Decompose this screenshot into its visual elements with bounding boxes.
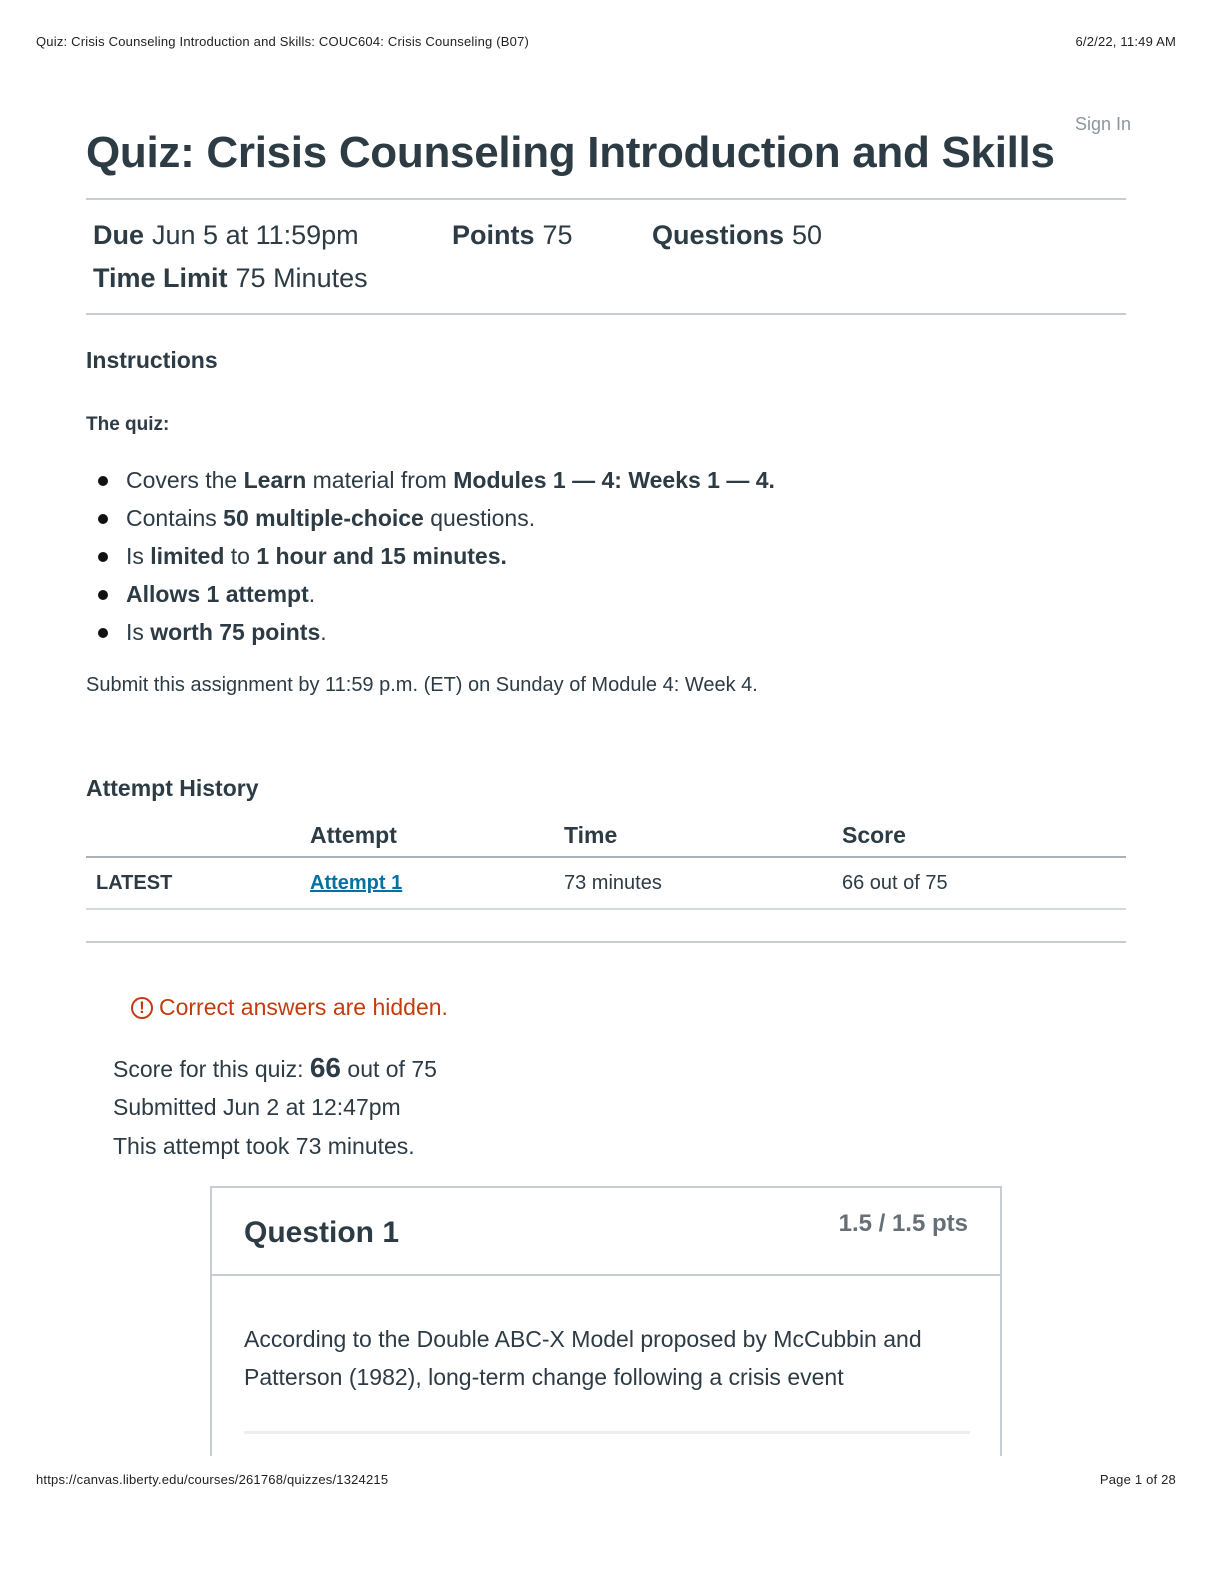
score-prefix: Score for this quiz: <box>113 1056 310 1082</box>
attempt-duration: This attempt took 73 minutes. <box>113 1133 415 1159</box>
quiz-score <box>113 1052 437 1084</box>
due-value: Jun 5 at 11:59pm <box>152 220 359 250</box>
score-value: 66 <box>309 1052 342 1083</box>
table-header-row <box>86 814 1126 857</box>
instructions-heading: Instructions <box>86 347 218 373</box>
question-points: 1.5 / 1.5 pts <box>838 1210 968 1237</box>
instruction-item: Contains 50 multiple-choice questions. <box>86 500 775 538</box>
column-header-label <box>86 814 310 857</box>
attempt-time: 73 minutes <box>564 857 842 909</box>
question-card <box>210 1186 1002 1456</box>
print-footer-page: Page 1 of 28 <box>1099 1472 1176 1487</box>
attempt-score: 66 out of 75 <box>842 857 1126 909</box>
time-limit-label: Time Limit <box>93 263 228 293</box>
answers-hidden-notice <box>131 994 448 1021</box>
question-text: According to the Double ABC-X Model proposed by McCubbin and Patterson (1982), long-term change following a crisis event <box>244 1326 922 1390</box>
column-header-attempt: Attempt <box>310 814 564 857</box>
column-header-score: Score <box>842 814 1126 857</box>
question-header <box>212 1188 1000 1276</box>
instructions-intro: The quiz: <box>86 414 170 435</box>
answers-hidden-text: Correct answers are hidden. <box>159 994 448 1020</box>
attempt-history-table <box>86 814 1126 910</box>
print-header-title: Quiz: Crisis Counseling Introduction and Skills: COUC604: Crisis Counseling (B07) <box>36 34 530 49</box>
questions-value: 50 <box>792 220 823 250</box>
score-suffix: out of 75 <box>341 1056 437 1082</box>
latest-label: LATEST <box>86 857 310 909</box>
page-title: Quiz: Crisis Counseling Introduction and Skills <box>86 128 1055 177</box>
sign-in-link[interactable]: Sign In <box>1074 114 1131 134</box>
print-footer-url: https://canvas.liberty.edu/courses/261768/quizzes/1324215 <box>36 1472 389 1487</box>
time-limit-value: 75 Minutes <box>235 263 368 293</box>
instruction-item: Is worth 75 points. <box>86 614 775 652</box>
instructions-list <box>86 462 775 652</box>
warning-icon: ! <box>131 997 153 1019</box>
questions-label: Questions <box>652 220 785 250</box>
question-divider <box>244 1431 970 1434</box>
due-date <box>93 220 359 251</box>
time-limit <box>93 263 368 294</box>
questions-count <box>652 220 822 251</box>
instruction-item: Covers the Learn material from Modules 1 — 4: Weeks 1 — 4. <box>86 462 775 500</box>
table-row <box>86 857 1126 909</box>
points-label: Points <box>452 220 535 250</box>
meta-divider <box>86 313 1126 315</box>
attempt-history-heading: Attempt History <box>86 775 259 801</box>
print-header-datetime: 6/2/22, 11:49 AM <box>1075 34 1176 49</box>
instruction-item: Allows 1 attempt. <box>86 576 775 614</box>
question-title: Question 1 <box>244 1216 400 1249</box>
submit-deadline-note: Submit this assignment by 11:59 p.m. (ET) on Sunday of Module 4: Week 4. <box>86 674 758 696</box>
attempt-divider <box>86 941 1126 943</box>
due-label: Due <box>93 220 145 250</box>
title-divider <box>86 198 1126 200</box>
points <box>452 220 573 251</box>
submitted-time: Submitted Jun 2 at 12:47pm <box>113 1094 401 1120</box>
instruction-item: Is limited to 1 hour and 15 minutes. <box>86 538 775 576</box>
attempt-1-link[interactable]: Attempt 1 <box>310 871 403 894</box>
points-value: 75 <box>542 220 573 250</box>
column-header-time: Time <box>564 814 842 857</box>
